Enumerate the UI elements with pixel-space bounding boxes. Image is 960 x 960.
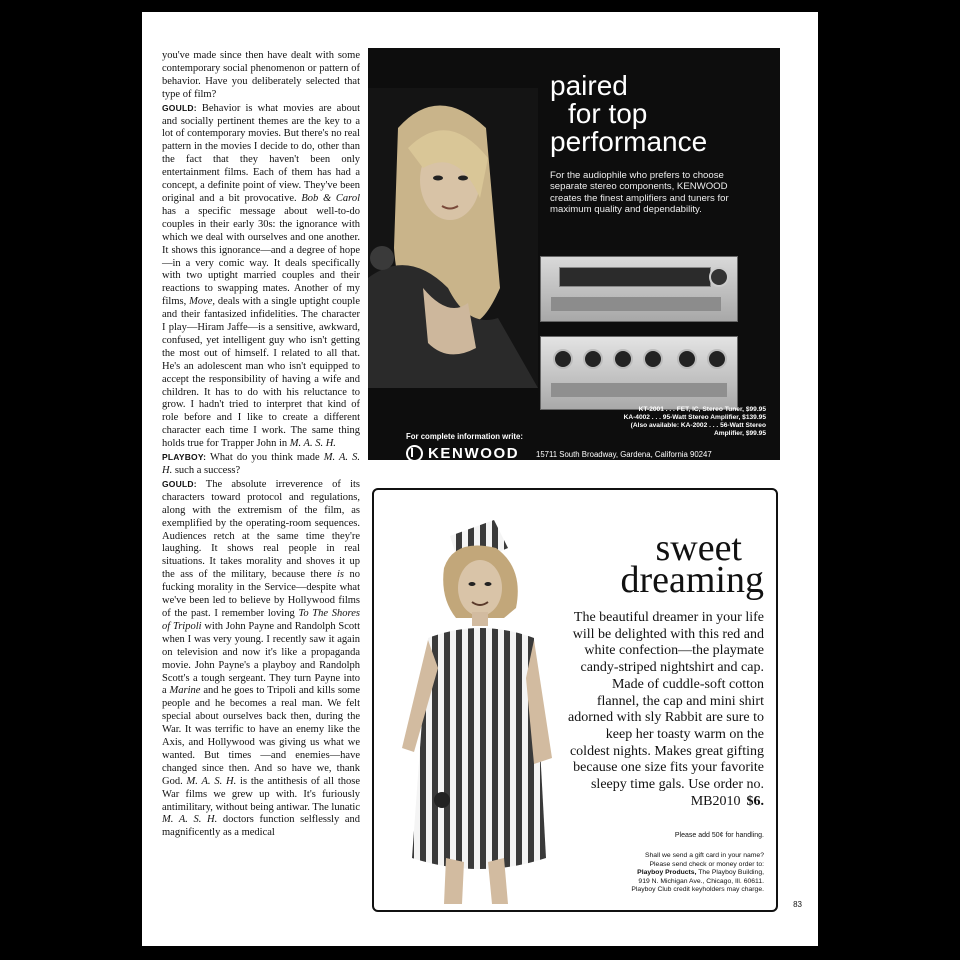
spec-line: Amplifier, $99.95 xyxy=(713,429,766,437)
handling-note: Please add 50¢ for handling. xyxy=(674,832,764,839)
playboy-products-advertisement xyxy=(372,488,778,912)
headline-line: paired xyxy=(550,70,628,101)
headline-line: performance xyxy=(550,126,708,157)
tuner-button-strip xyxy=(551,297,721,311)
fine-print-line: Shall we send a gift card in your name? xyxy=(644,852,764,859)
price: $6. xyxy=(746,793,764,809)
fine-print-line: Playboy Club credit keyholders may charge. xyxy=(631,886,764,894)
model-photo xyxy=(368,88,538,388)
article-column xyxy=(162,50,360,840)
amplifier-knob xyxy=(677,349,697,369)
amplifier-knob xyxy=(707,349,727,369)
fine-print-line: Playboy Products, The Playboy Building, xyxy=(637,869,764,877)
page-number: 83 xyxy=(793,900,802,909)
article-paragraph: GOULD: The absolute irreverence of its characters toward protocol and regulations, along with the extremism of the film, as exemplified by the operating-room sequences. Audiences retch at the same time they're laughing. It shows real people in real situations. It takes morality and shoves it up the ass of the military, because there is no fucking morality in the Service—despite what we've been led to believe by Hollywood films of the past. I remember loving To The Shores of Tripoli with John Payne and Randolph Scott when I was very young. I recently saw it again on television and now it's like a propaganda movie. John Payne's a playboy and Randolph Scott's a tough sergeant. They turn Payne into a Marine and he goes to Tripoli and kills some people and he becomes a real man. We felt special about ourselves back then, during the War. It was terrific to have an enemy like the Axis, and Hollywood was giving us what we wanted. But times —and enemies—have changed since then. And so have we, thank God. M. A. S. H. is the antithesis of all those War films we grew up with. It's furiously antimilitary, without being antiwar. The lunatic M. A. S. H. doctors function selflessly and magnificently as a medical xyxy=(162,478,361,839)
product-description xyxy=(568,610,764,810)
spec-line: KA-4002 . . . 95-Watt Stereo Amplifier, $139.95 xyxy=(623,413,766,421)
amplifier-knob xyxy=(583,349,603,369)
kenwood-logo-icon xyxy=(406,445,423,460)
spec-line: KT-2001 . . . FET, IC, Stereo Tuner, $99.95 xyxy=(638,406,766,413)
headline-line: for top xyxy=(568,98,648,129)
order-number: Use order no. MB2010 xyxy=(688,777,764,809)
kenwood-advertisement xyxy=(368,48,780,460)
speaker-label: PLAYBOY: xyxy=(162,452,207,463)
tuner-dial xyxy=(559,267,711,287)
ordering-fine-print xyxy=(554,852,764,895)
speaker-label: GOULD: xyxy=(162,478,197,489)
headline-line: dreaming xyxy=(620,559,764,601)
fine-print-line: 919 N. Michigan Ave., Chicago, Ill. 60611. xyxy=(638,877,764,885)
kenwood-body-copy: For the audiophile who prefers to choose separate stereo components, KENWOOD creates the finest amplifiers and tuners for maximum quality and dependability. xyxy=(550,170,729,216)
headline-line: sweet xyxy=(655,527,742,569)
brand-name: KENWOOD xyxy=(428,445,520,460)
sweet-dreaming-headline xyxy=(620,527,764,601)
article-paragraph: PLAYBOY: What do you think made M. A. S. H. such a success? xyxy=(162,452,360,476)
kenwood-headline xyxy=(550,72,707,156)
amplifier-knob xyxy=(643,349,663,369)
amplifier-switch-row xyxy=(551,383,727,397)
info-label: For complete information write: xyxy=(406,432,523,441)
speaker-label: GOULD: xyxy=(162,102,197,113)
spec-line: (Also available: KA-2002 . . . 56-Watt Stereo xyxy=(630,421,766,429)
nightshirt-model-photo xyxy=(384,508,566,904)
description-text: The beautiful dreamer in your life will be delighted with this red and white confection—the playmate candy-striped nightshirt and cap. Made of cuddle-soft cotton flannel, the cap and mini shirt adorned with sly Rabbit are sure to keep her toasty warm on the coldest nights. Makes great gifting because one size fits your favorite sleepy time gals. xyxy=(568,610,764,793)
amplifier-knob xyxy=(553,349,573,369)
amplifier-knob xyxy=(613,349,633,369)
kenwood-logo xyxy=(406,445,519,460)
tuner-knob xyxy=(709,267,729,287)
article-paragraph: GOULD: Behavior is what movies are about and socially pertinent themes are the key to a lot of contemporary movies. But there's no real pattern in the movies I decide to do, other than the fact that they haven't been only entertainment films. Each of them has had a concept, a definite point of view. They've been original and a bit provocative. Bob & Carol has a specific message about well-to-do couples in their early 30s: the ignorance with which we deal with ourselves and one another. It shows this ignorance—and a degree of hope—in a very comic way. It deals specifically with two uptight married couples and their reactions to swapping mates. Another of my films, Move, deals with a single uptight couple and their fantasized infidelities. The character I play—Hiram Jaffe—is a sensitive, awkward, confused, yet intelligent guy who isn't getting the most out of himself. I related to all that. He's an adolescent man who isn't equipped to accept the responsibility of having a wife and children. It has to do with his reluctance to grow. I hadn't tried to interpret that kind of role before and I like to create a different character each time I work. The same thing holds true for Trapper John in M. A. S. H. xyxy=(162,102,360,450)
fine-print-line: Please send check or money order to: xyxy=(649,860,764,868)
magazine-page xyxy=(142,12,818,946)
kenwood-address: 15711 South Broadway, Gardena, California 90247 xyxy=(536,450,712,459)
article-paragraph: you've made since then have dealt with some contemporary social phenomenon or pattern of behavior. Have you deliberately selected that type of film? xyxy=(162,50,360,100)
stereo-tuner-image xyxy=(540,256,738,322)
product-specs xyxy=(536,406,766,438)
stereo-amplifier-image xyxy=(540,336,738,410)
